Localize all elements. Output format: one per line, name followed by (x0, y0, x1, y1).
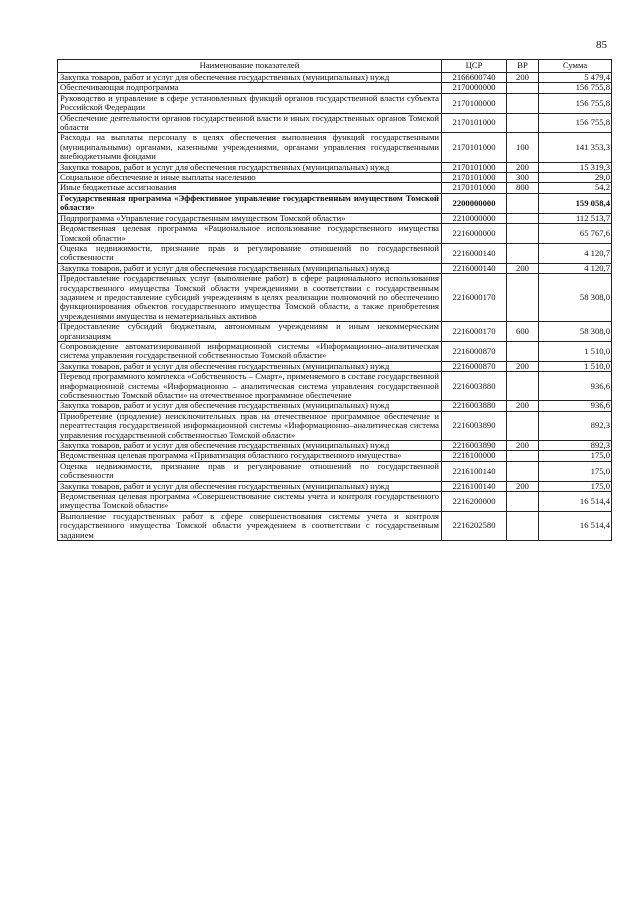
cell-name: Закупка товаров, работ и услуг для обеспечения государственных (муниципальных) нужд (58, 162, 442, 172)
table-row (58, 341, 612, 361)
cell-sum: 1 510,0 (539, 361, 612, 371)
cell-name: Предоставление субсидий бюджетным, автономным учреждениям и иным некоммерческим организациям (58, 322, 442, 342)
cell-vr (507, 113, 539, 133)
cell-sum: 65 767,6 (539, 224, 612, 244)
cell-name: Иные бюджетные ассигнования (58, 183, 442, 193)
budget-table-container (57, 59, 611, 541)
page-number: 85 (596, 39, 607, 51)
cell-name: Расходы на выплаты персоналу в целях обеспечения выполнения функций государственными (муниципальными) органами, казенными учреждениями, органами управления государственными внебюджетными фондами (58, 133, 442, 162)
cell-vr (507, 274, 539, 322)
cell-csr: 2216200000 (442, 492, 507, 512)
cell-name: Закупка товаров, работ и услуг для обеспечения государственных (муниципальных) нужд (58, 401, 442, 411)
cell-sum: 936,6 (539, 401, 612, 411)
cell-sum: 15 319,3 (539, 162, 612, 172)
cell-vr (507, 224, 539, 244)
cell-csr: 2216100000 (442, 451, 507, 461)
cell-sum: 936,6 (539, 372, 612, 401)
table-row (58, 113, 612, 133)
cell-sum: 175,0 (539, 481, 612, 491)
table-row (58, 461, 612, 481)
header-vr: ВР (507, 60, 539, 73)
cell-name: Руководство и управление в сфере установленных функций органов государственной власти субъекта Российской Федерации (58, 93, 442, 113)
table-row (58, 274, 612, 322)
table-row (58, 411, 612, 440)
cell-vr: 200 (507, 73, 539, 83)
table-row (58, 193, 612, 213)
cell-vr: 200 (507, 361, 539, 371)
cell-csr: 2216000140 (442, 263, 507, 273)
cell-csr: 2170101000 (442, 113, 507, 133)
cell-csr: 2170101000 (442, 133, 507, 162)
cell-vr: 600 (507, 322, 539, 342)
budget-table (57, 59, 612, 541)
cell-sum: 156 755,8 (539, 83, 612, 93)
cell-csr: 2170101000 (442, 183, 507, 193)
table-row (58, 451, 612, 461)
cell-name: Выполнение государственных работ в сфере совершенствования системы учета и контроля государственного имущества Томской области учреждением в соответствии с государственным заданием (58, 511, 442, 540)
cell-name: Закупка товаров, работ и услуг для обеспечения государственных (муниципальных) нужд (58, 263, 442, 273)
cell-csr: 2216003880 (442, 372, 507, 401)
cell-csr: 2170100000 (442, 93, 507, 113)
cell-name: Ведомственная целевая программа «Совершенствование системы учета и контроля государственного имущества Томской области» (58, 492, 442, 512)
cell-csr: 2200000000 (442, 193, 507, 213)
cell-vr: 200 (507, 441, 539, 451)
cell-vr (507, 341, 539, 361)
cell-vr (507, 492, 539, 512)
cell-name: Закупка товаров, работ и услуг для обеспечения государственных (муниципальных) нужд (58, 481, 442, 491)
cell-vr (507, 461, 539, 481)
cell-vr (507, 451, 539, 461)
cell-vr (507, 372, 539, 401)
table-row (58, 481, 612, 491)
cell-csr: 2216000000 (442, 224, 507, 244)
cell-csr: 2216003880 (442, 401, 507, 411)
cell-sum: 892,3 (539, 441, 612, 451)
cell-sum: 1 510,0 (539, 341, 612, 361)
table-row (58, 492, 612, 512)
cell-vr: 200 (507, 481, 539, 491)
cell-sum: 156 755,8 (539, 93, 612, 113)
table-row (58, 361, 612, 371)
cell-name: Приобретение (продление) неисключительных прав на отечественное программное обеспечение и переаттестация государственной информационной системы «Информационно–аналитическая система управления государственной собственностью Томской области» (58, 411, 442, 440)
cell-sum: 175,0 (539, 451, 612, 461)
cell-name: Закупка товаров, работ и услуг для обеспечения государственных (муниципальных) нужд (58, 361, 442, 371)
cell-name: Обеспечивающая подпрограмма (58, 83, 442, 93)
cell-csr: 2216000170 (442, 274, 507, 322)
cell-csr: 2216100140 (442, 481, 507, 491)
table-body (58, 73, 612, 541)
cell-csr: 2166600740 (442, 73, 507, 83)
cell-sum: 4 120,7 (539, 263, 612, 273)
cell-sum: 16 514,4 (539, 492, 612, 512)
cell-csr: 2170101000 (442, 173, 507, 183)
table-row (58, 322, 612, 342)
cell-name: Перевод программного комплекса «Собственность – Смарт», применяемого в составе государственной информационной системы «Информационно – аналитическая система управления государственной собственностью Томской области» на отечественное программное обеспечение (58, 372, 442, 401)
cell-csr: 2216003890 (442, 441, 507, 451)
cell-name: Государственная программа «Эффективное управление государственным имуществом Томской области» (58, 193, 442, 213)
cell-vr (507, 93, 539, 113)
cell-sum: 54,2 (539, 183, 612, 193)
cell-vr (507, 511, 539, 540)
cell-name: Ведомственная целевая программа «Приватизация областного государственного имущества» (58, 451, 442, 461)
cell-vr (507, 243, 539, 263)
cell-csr: 2216003890 (442, 411, 507, 440)
cell-name: Закупка товаров, работ и услуг для обеспечения государственных (муниципальных) нужд (58, 73, 442, 83)
table-row (58, 511, 612, 540)
table-row (58, 213, 612, 223)
table-row (58, 243, 612, 263)
cell-csr: 2216000170 (442, 322, 507, 342)
cell-sum: 5 479,4 (539, 73, 612, 83)
cell-sum: 141 353,3 (539, 133, 612, 162)
cell-vr: 200 (507, 263, 539, 273)
cell-vr: 300 (507, 173, 539, 183)
cell-csr: 2216202580 (442, 511, 507, 540)
table-row (58, 133, 612, 162)
table-row (58, 93, 612, 113)
cell-name: Предоставление государственных услуг (выполнение работ) в сфере рационального использования государственного имущества Томской области учреждениями в соответствии с государственным заданием и предоставление субсидий учреждениям в целях реализации полномочий по обеспечению функционирования объектов государственного имущества Томской области, а также приобретения учреждениями имущества и нематериальных активов (58, 274, 442, 322)
cell-vr (507, 213, 539, 223)
table-row (58, 83, 612, 93)
cell-csr: 2216000870 (442, 361, 507, 371)
table-row (58, 441, 612, 451)
header-csr: ЦСР (442, 60, 507, 73)
cell-vr: 200 (507, 401, 539, 411)
table-row (58, 173, 612, 183)
cell-sum: 58 308,0 (539, 274, 612, 322)
cell-sum: 16 514,4 (539, 511, 612, 540)
cell-vr (507, 83, 539, 93)
table-row (58, 73, 612, 83)
cell-vr: 100 (507, 133, 539, 162)
cell-sum: 29,0 (539, 173, 612, 183)
cell-name: Социальное обеспечение и иные выплаты населению (58, 173, 442, 183)
cell-sum: 175,0 (539, 461, 612, 481)
table-row (58, 401, 612, 411)
cell-csr: 2216100140 (442, 461, 507, 481)
table-row (58, 224, 612, 244)
cell-name: Оценка недвижимости, признание прав и регулирование отношений по государственной собственности (58, 461, 442, 481)
table-row (58, 162, 612, 172)
cell-csr: 2210000000 (442, 213, 507, 223)
cell-name: Обеспечение деятельности органов государственной власти и иных государственных органов Томской области (58, 113, 442, 133)
cell-sum: 58 308,0 (539, 322, 612, 342)
cell-name: Оценка недвижимости, признание прав и регулирование отношений по государственной собственности (58, 243, 442, 263)
cell-name: Закупка товаров, работ и услуг для обеспечения государственных (муниципальных) нужд (58, 441, 442, 451)
header-sum: Сумма (539, 60, 612, 73)
table-row (58, 372, 612, 401)
cell-name: Ведомственная целевая программа «Рациональное использование государственного имущества Томской области» (58, 224, 442, 244)
cell-sum: 892,3 (539, 411, 612, 440)
cell-name: Подпрограмма «Управление государственным имуществом Томской области» (58, 213, 442, 223)
cell-name: Сопровождение автоматизированной информационной системы «Информационно–аналитическая система управления государственной собственностью Томской области» (58, 341, 442, 361)
cell-sum: 159 058,4 (539, 193, 612, 213)
cell-vr: 800 (507, 183, 539, 193)
table-row (58, 183, 612, 193)
table-row (58, 263, 612, 273)
table-header-row (58, 60, 612, 73)
cell-vr (507, 193, 539, 213)
cell-sum: 156 755,8 (539, 113, 612, 133)
cell-vr (507, 411, 539, 440)
cell-csr: 2216000140 (442, 243, 507, 263)
cell-sum: 112 513,7 (539, 213, 612, 223)
cell-vr: 200 (507, 162, 539, 172)
cell-csr: 2216000870 (442, 341, 507, 361)
cell-csr: 2170000000 (442, 83, 507, 93)
cell-csr: 2170101000 (442, 162, 507, 172)
cell-sum: 4 120,7 (539, 243, 612, 263)
header-name: Наименование показателей (58, 60, 442, 73)
